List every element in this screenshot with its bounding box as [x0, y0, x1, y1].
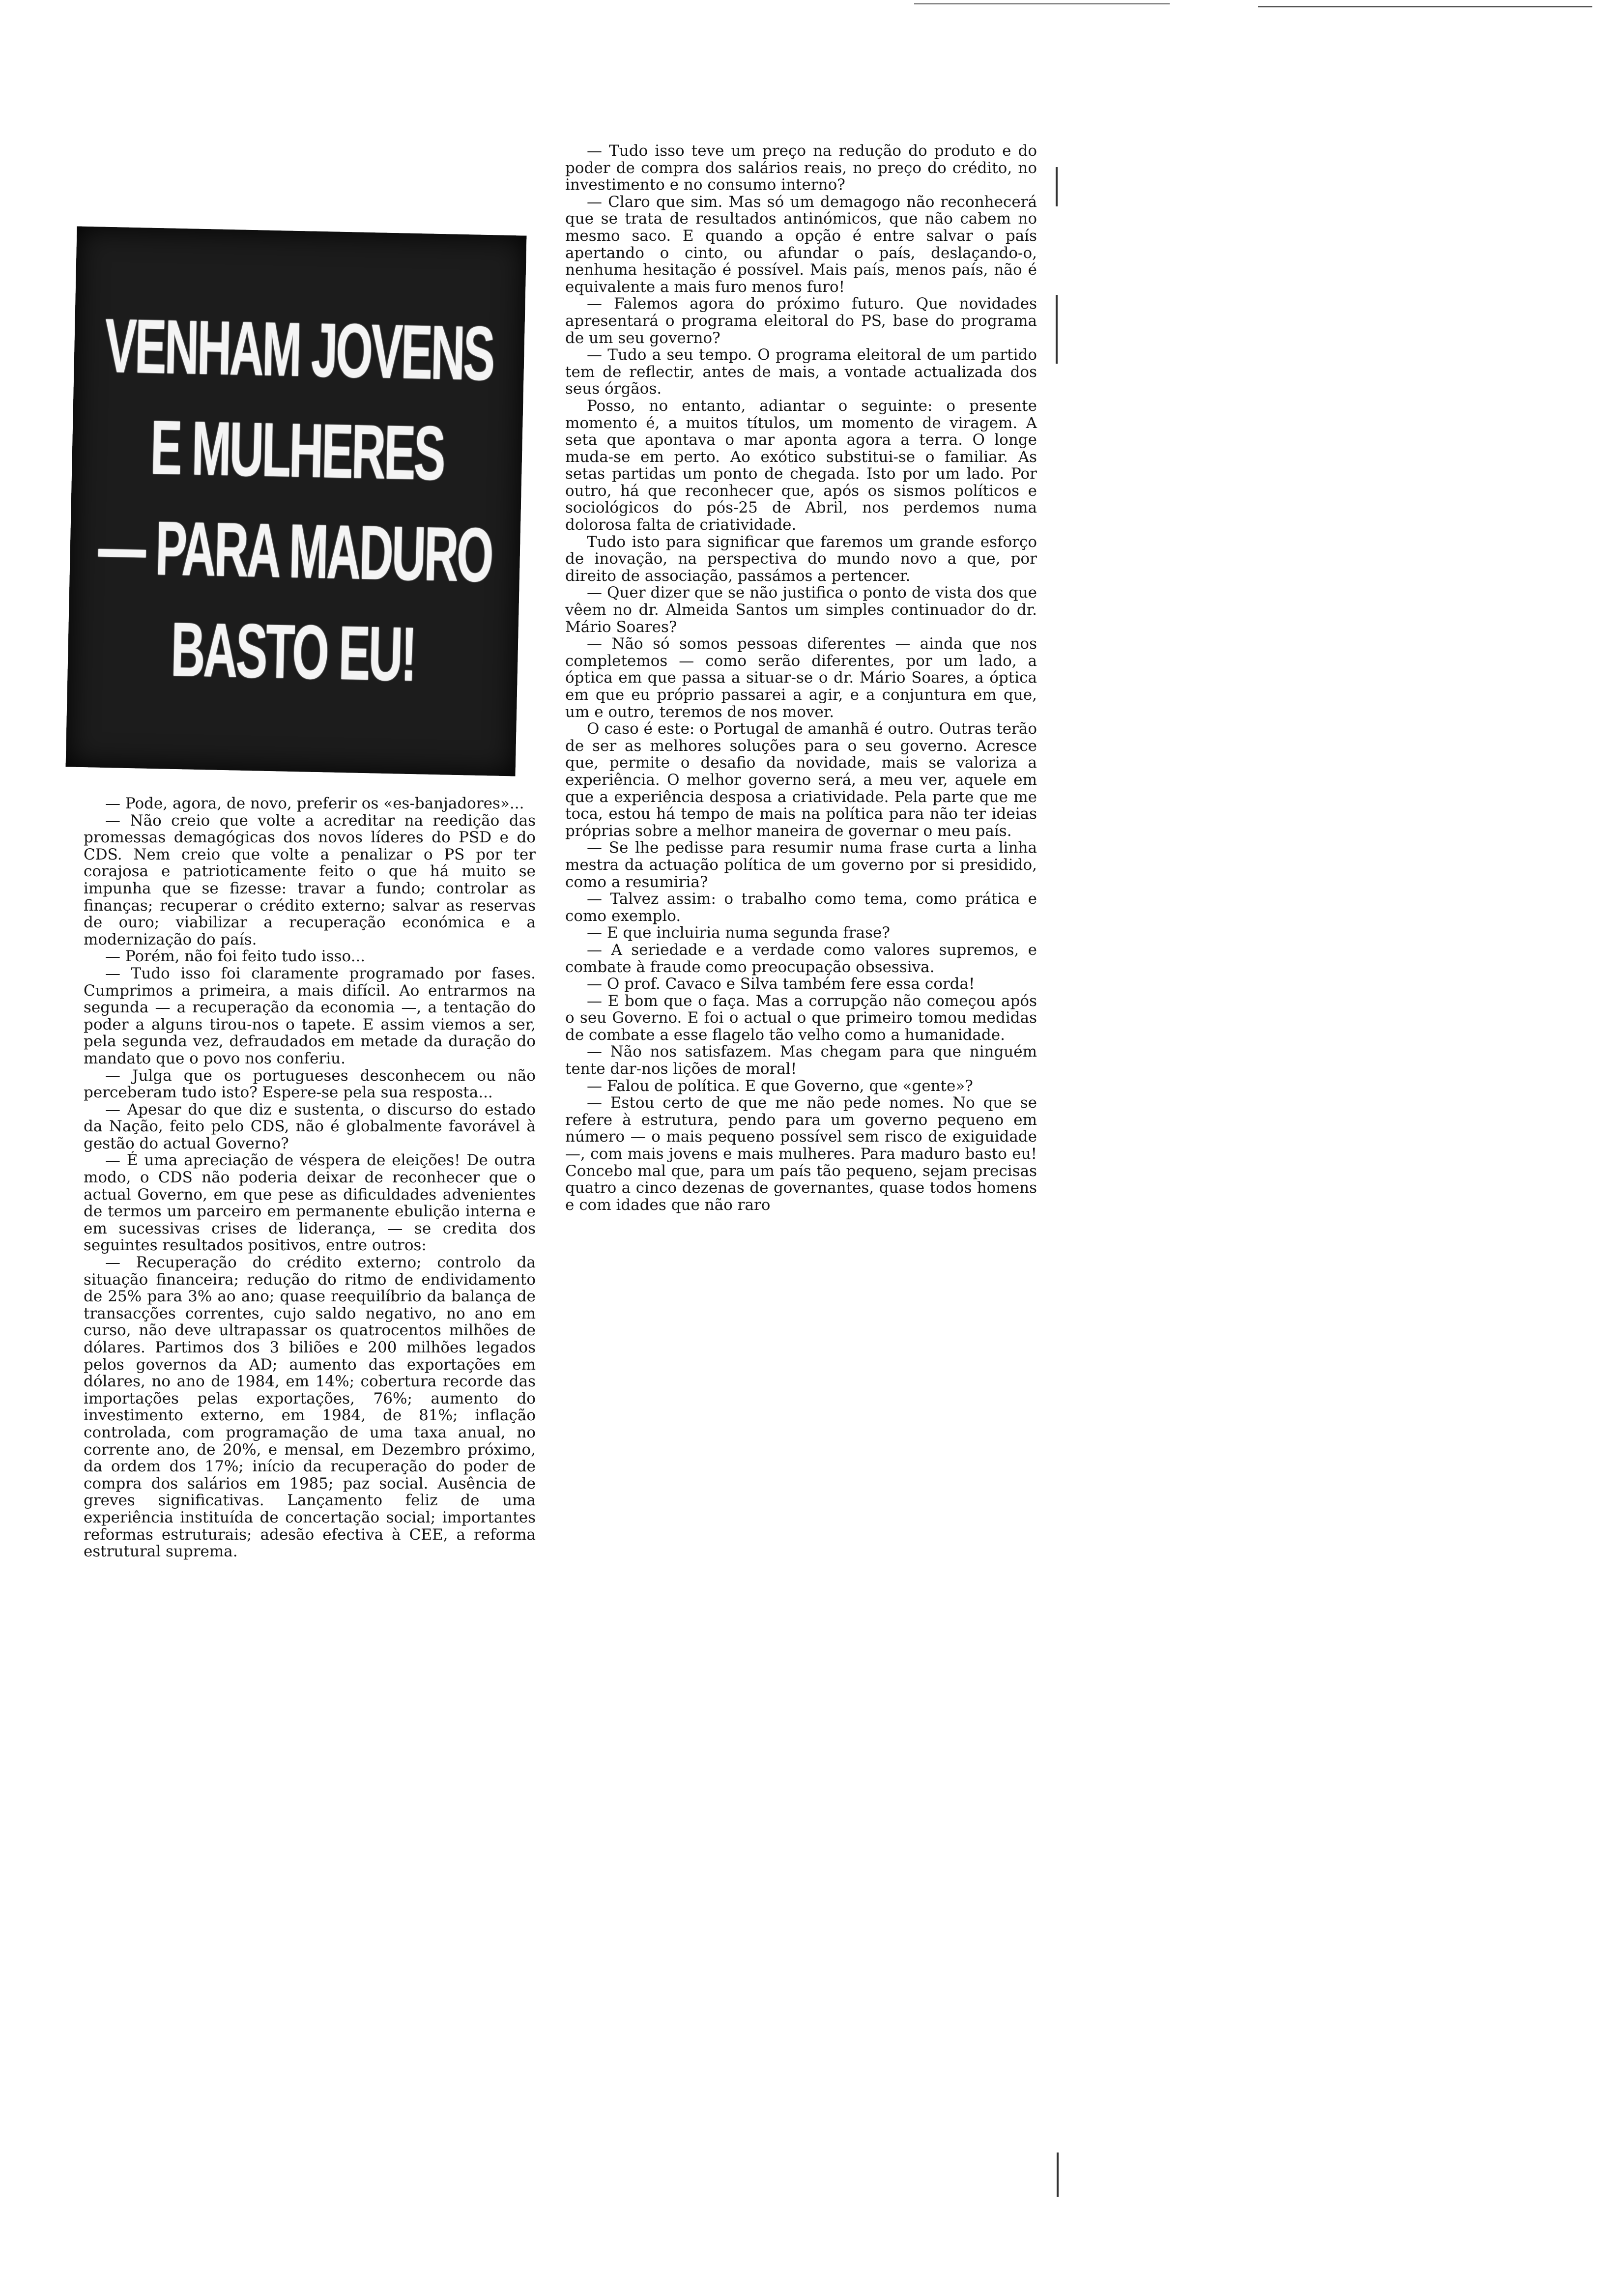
paragraph: Tudo isto para significar que faremos um grande esforço de inovação, na perspectiva do mundo novo a que, por direito de associação, passámos a pertencer. — [565, 533, 1037, 585]
paragraph: — Não só somos pessoas diferentes — ainda que nos completemos — como serão diferentes, por um lado, a óptica em que passa a situar-se o dr. Mário Soares, a óptica em que eu próprio passarei a agir, e a conjuntura em que, um e outro, teremos de nos mover. — [565, 635, 1037, 721]
paragraph: — Tudo isso foi claramente programado por fases. Cumprimos a primeira, a mais difícil. Ao entrarmos na segunda — a recuperação da economia —, a tentação do poder a alguns tirou-nos o tapete. E assim viemos a ser, pela segunda vez, defraudados em metade da duração do mandato que o povo nos conferiu. — [84, 964, 536, 1067]
paragraph: — Se lhe pedisse para resumir numa frase curta a linha mestra da actuação política de um governo por si presidido, como a resumiria? — [565, 839, 1037, 891]
scan-margin-mark — [1056, 295, 1058, 364]
headline-line: E MULHERES — [149, 404, 445, 497]
paragraph: — Não nos satisfazem. Mas chegam para que ninguém tente dar-nos lições de moral! — [565, 1043, 1037, 1078]
paragraph: — Claro que sim. Mas só um demagogo não reconhecerá que se trata de resultados antinómicos, que não cabem no mesmo saco. E quando a opção é entre salvar o país apertando o cinto, ou afundar o país, deslaçando-o, nenhuma hesitação é possível. Mais país, menos país, não é equivalente a mais furo menos furo! — [565, 193, 1037, 296]
paragraph: — É uma apreciação de véspera de eleições! De outra modo, o CDS não poderia deixar de reconhecer que o actual Governo, em que pese as dificuldades advenientes de termos um parceiro em permanente ebulição interna e em sucessivas crises de liderança, — se credita dos seguintes resultados positivos, entre outros: — [84, 1151, 536, 1255]
paragraph: — Falou de política. E que Governo, que «gente»? — [587, 1077, 973, 1095]
paragraph: — Porém, não foi feito tudo isso... — [105, 947, 366, 966]
scan-margin-mark — [1056, 167, 1058, 206]
paragraph: — Recuperação do crédito externo; controlo da situação financeira; redução do ritmo de endividamento de 25% para 3% ao ano; quase reequilíbrio da balança de transacções correntes, cujo saldo negativo, no ano em curso, não deve ultrapassar os quatrocentos milhões de dólares. Partimos dos 3 biliões e 200 milhões legados pelos governos da AD; aumento das exportações em dólares, no ano de 1984, em 14%; cobertura recorde das importações pelas exportações, 76%; aumento do investimento externo, em 1984, de 81%; inflação controlada, com programação de uma taxa anual, no corrente ano, de 20%, e mensal, em Dezembro próximo, da ordem dos 17%; início da recuperação do poder de compra dos salários em 1985; paz social. Ausência de greves significativas. Lançamento feliz de uma experiência instituída de concertação social; importantes reformas estruturais; adesão efectiva à CEE, a reforma estrutural suprema. — [84, 1254, 536, 1561]
scan-edge-line — [1258, 6, 1592, 7]
headline-line: BASTO EU! — [170, 606, 416, 698]
paragraph: — Estou certo de que me não pede nomes. No que se refere à estrutura, pendo para um governo pequeno em número — o mais pequeno possível sem risco de exiguidade —, com mais jovens e mais mulheres. Para maduro basto eu! Concebo mal que, para um país tão pequeno, sejam precisas quatro a cinco dezenas de governantes, quase todos homens e com idades que não raro — [565, 1094, 1037, 1214]
paragraph: — E que incluiria numa segunda frase? — [587, 924, 890, 942]
scan-margin-mark — [1057, 2152, 1059, 2197]
paragraph: — Quer dizer que se não justifica o ponto de vista dos que vêem no dr. Almeida Santos um simples continuador do dr. Mário Soares? — [565, 584, 1037, 636]
paragraph: — E bom que o faça. Mas a corrupção não começou após o seu Governo. E foi o actual o que primeiro tomou medidas de combate a esse flagelo tão velho como a humanidade. — [565, 992, 1037, 1044]
paragraph: — Tudo isso teve um preço na redução do produto e do poder de compra dos salários reais, no preço do crédito, no investimento e no consumo interno? — [565, 142, 1037, 194]
left-column — [84, 795, 536, 1560]
paragraph: — Talvez assim: o trabalho como tema, como prática e como exemplo. — [565, 890, 1037, 925]
paragraph: — Não creio que volte a acreditar na reedição das promessas demagógicas dos novos líderes do PSD e do CDS. Nem creio que volte a penalizar o PS por ter corajosa e patrioticamente feito o que há muito se impunha que se fizesse: travar a fundo; controlar as finanças; recuperar o crédito externo; salvar as reservas de ouro; viabilizar a recuperação económica e a modernização do país. — [84, 811, 536, 948]
paragraph: — O prof. Cavaco e Silva também fere essa corda! — [587, 975, 975, 993]
paragraph: — Pode, agora, de novo, preferir os «es-banjadores»... — [105, 795, 524, 812]
paragraph: — Apesar do que diz e sustenta, o discurso do estado da Nação, feito pelo CDS, não é globalmente favorável à gestão do actual Governo? — [84, 1100, 536, 1152]
right-column — [565, 143, 1037, 1213]
scan-edge-line — [914, 3, 1170, 4]
paragraph: — A seriedade e a verdade como valores supremos, e combate à fraude como preocupação obsessiva. — [565, 941, 1037, 976]
paragraph: O caso é este: o Portugal de amanhã é outro. Outras terão de ser as melhores soluções para o seu governo. Acresce que, permite o desafio da novidade, mais se valoriza a experiência. O melhor governo será, a meu ver, aquele em que a experiência desposa a criatividade. Pela parte que me toca, estou há tempo de mais na política para não ter ideias próprias sobre a melhor maneira de governar o meu país. — [565, 720, 1037, 840]
headline-line: — PARA MADURO — [97, 504, 493, 599]
headline-banner — [66, 227, 527, 776]
paragraph: Posso, no entanto, adiantar o seguinte: o presente momento é, a muitos títulos, um momento de viragem. A seta que apontava o mar aponta agora a terra. O longe muda-se em perto. Ao exótico substitui-se o familiar. As setas partidas um ponto de chegada. Isto por um lado. Por outro, há que reconhecer que, após os sismos políticos e sociológicos do pós-25 de Abril, nos perdemos numa dolorosa falta de criatividade. — [565, 397, 1037, 534]
headline-line: VENHAM JOVENS — [104, 303, 494, 397]
paragraph: — Julga que os portugueses desconhecem ou não perceberam tudo isto? Espere-se pela sua resposta... — [84, 1066, 536, 1102]
paragraph: — Falemos agora do próximo futuro. Que novidades apresentará o programa eleitoral do PS, base do programa de um seu governo? — [565, 295, 1037, 347]
paragraph: — Tudo a seu tempo. O programa eleitoral de um partido tem de reflectir, antes de mais, a vontade actualizada dos seus órgãos. — [565, 346, 1037, 398]
